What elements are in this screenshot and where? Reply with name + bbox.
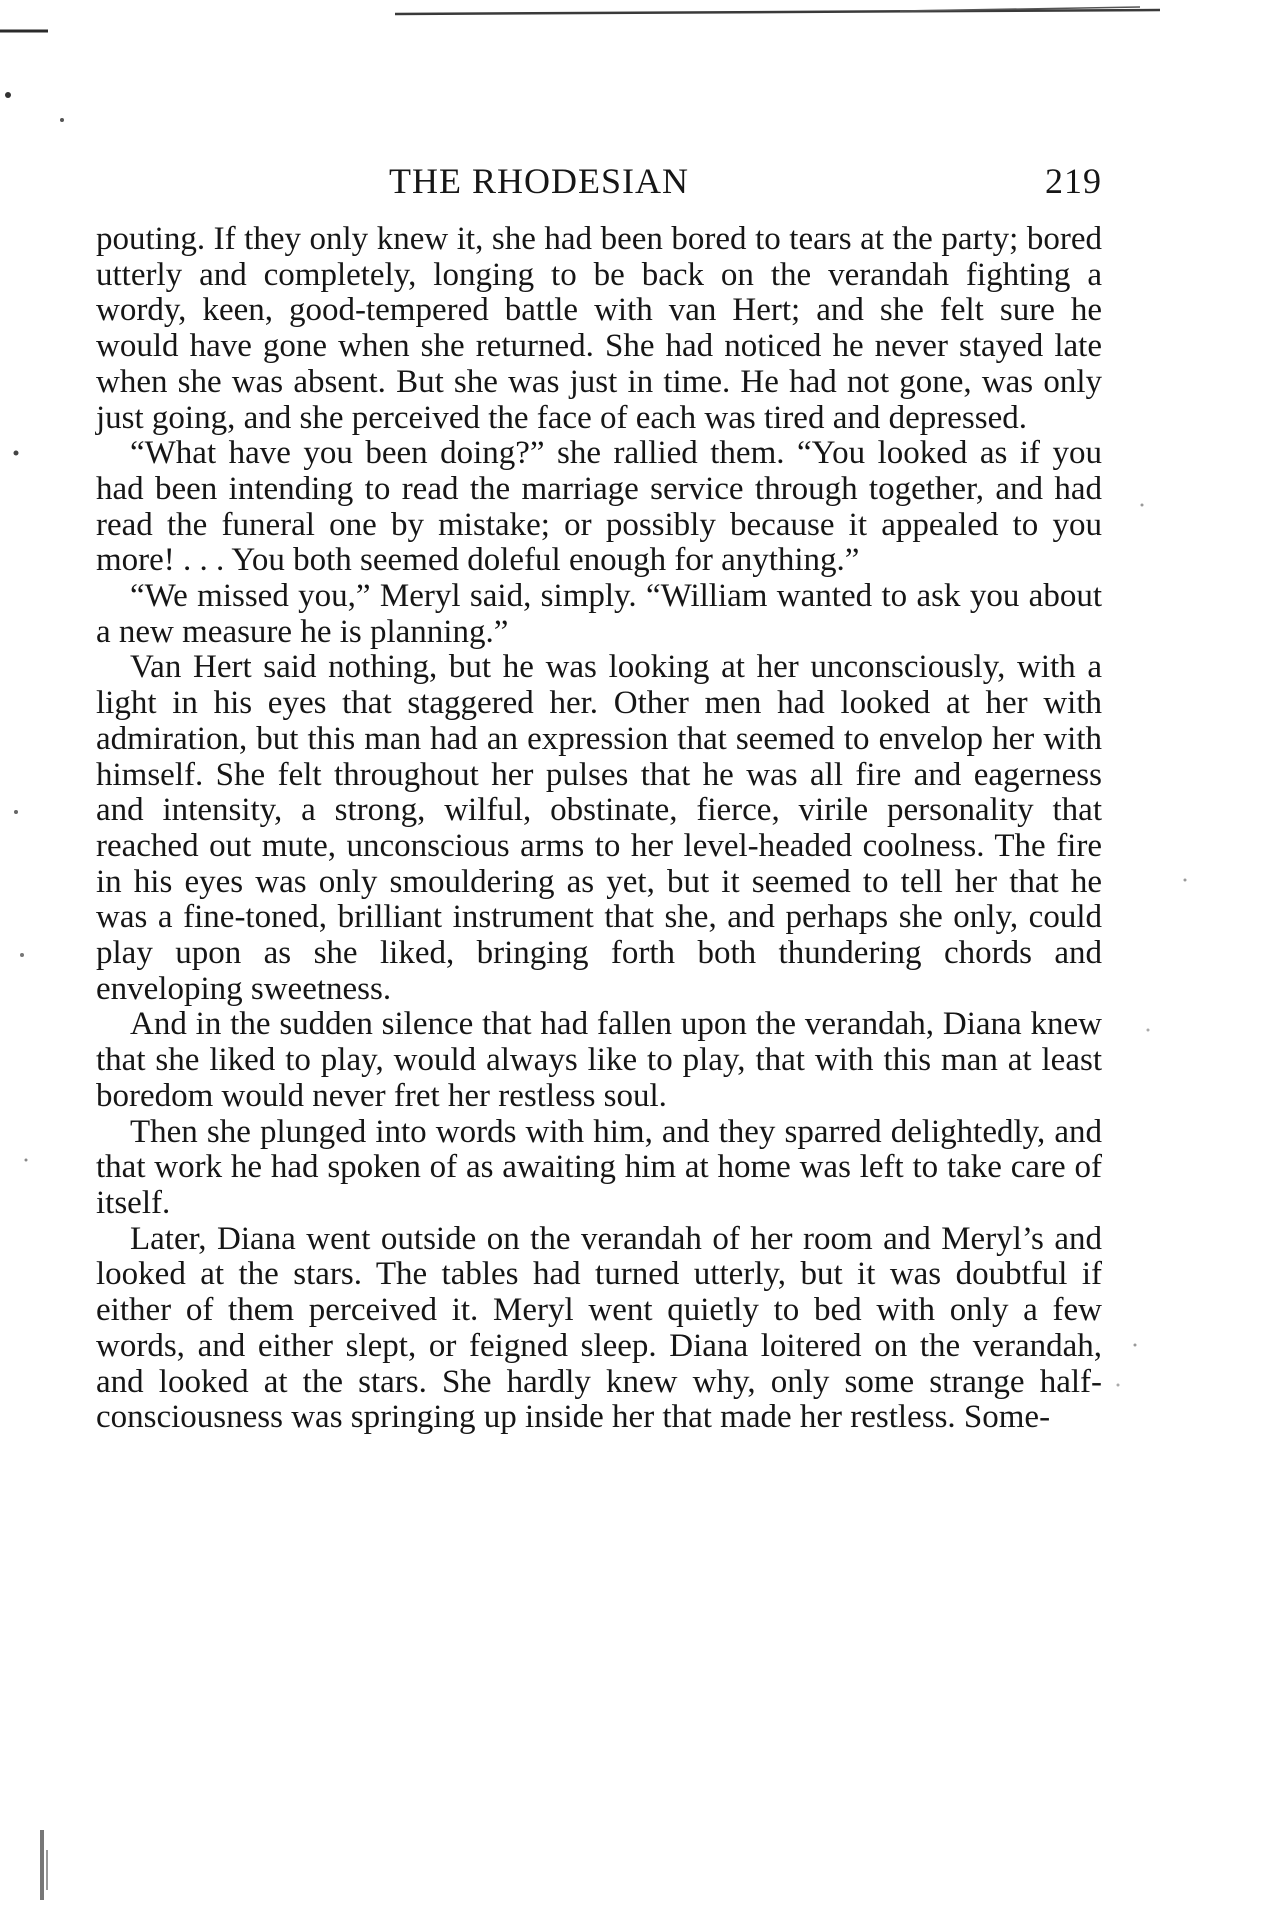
top-edge-rule — [0, 0, 1286, 40]
paragraph: Later, Diana went outside on the verandah of her room and Meryl’s and looked at the stars. The tables had turned utterly, but it was doubtful if either of them perceived it. Meryl went quietly to bed with only a few words, and either slept, or feigned sleep. Diana loitered on the verandah, and looked at the stars. She hardly knew why, only some strange half-consciousness was springing up inside her that made her restless. Some- — [96, 1220, 1102, 1436]
page-header — [96, 160, 1102, 208]
paragraph: pouting. If they only knew it, she had been bored to tears at the party; bored utterly and completely, longing to be back on the verandah fighting a wordy, keen, good-tempered battle with van Hert; and she felt sure he would have gone when she returned. She had noticed he never stayed late when she was absent. But she was just in time. He had not gone, was only just going, and she perceived the face of each was tired and depressed. — [96, 221, 1102, 436]
paragraph: Then she plunged into words with him, and they sparred delightedly, and that work he had spoken of as awaiting him at home was left to take care of itself. — [96, 1113, 1102, 1221]
paragraph: “What have you been doing?” she rallied them. “You looked as if you had been intending to read the marriage service through together, and had read the funeral one by mistake; or possibly because it appealed to you more! . . . You both seemed doleful enough for anything.” — [96, 435, 1102, 579]
page-number: 219 — [1045, 161, 1102, 201]
paragraph: Van Hert said nothing, but he was looking at her unconsciously, with a light in his eyes that staggered her. Other men had looked at her with admiration, but this man had an expression that seemed to envelop her with himself. She felt throughout her pulses that he was all fire and eagerness and intensity, a strong, wilful, obstinate, fierce, virile personality that reached out mute, unconscious arms to her level-headed coolness. The fire in his eyes was only smouldering as yet, but it seemed to tell her that he was a fine-toned, brilliant instrument that she, and perhaps she only, could play upon as she liked, bringing forth both thundering chords and enveloping sweetness. — [96, 649, 1102, 1007]
paragraph: And in the sudden silence that had fallen upon the verandah, Diana knew that she liked to play, would always like to play, that with this man at least boredom would never fret her restless soul. — [96, 1006, 1102, 1114]
body-text — [96, 222, 1102, 1436]
paragraph: “We missed you,” Meryl said, simply. “William wanted to ask you about a new measure he is planning.” — [96, 578, 1102, 650]
running-head: THE RHODESIAN — [389, 161, 689, 201]
